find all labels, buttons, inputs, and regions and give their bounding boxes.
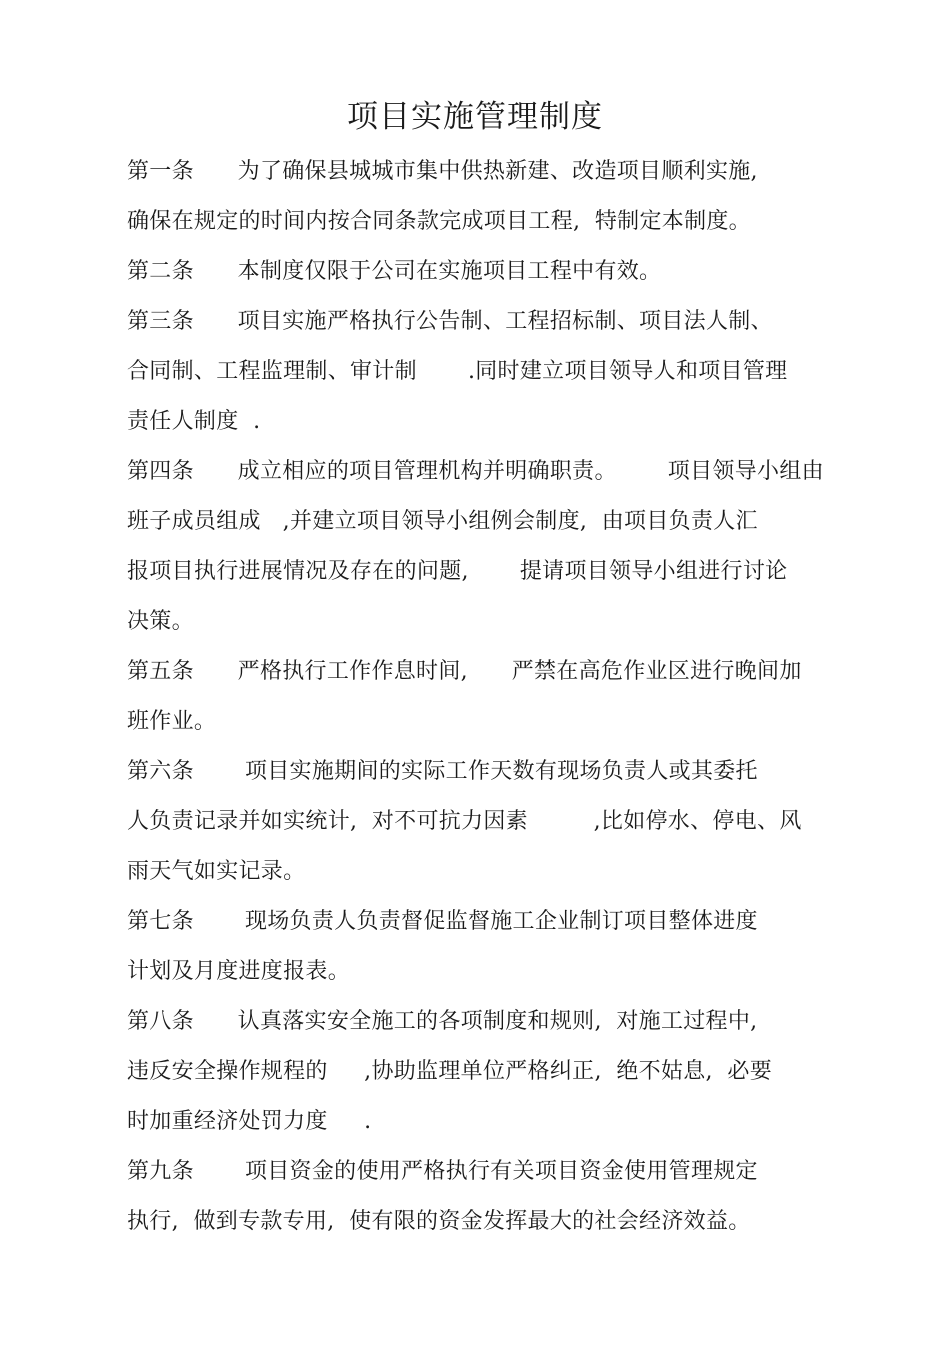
body-line-22: 执行, 做到专款专用, 使有限的资金发挥最大的社会经济效益。 xyxy=(127,1209,751,1234)
body-line-5: 合同制、工程监理制、审计制 .同时建立项目领导人和项目管理 xyxy=(127,359,788,384)
body-line-17: 计划及月度进度报表。 xyxy=(127,959,351,984)
body-line-18: 第八条 认真落实安全施工的各项制度和规则, 对施工过程中, xyxy=(127,1009,758,1034)
document-title: 项目实施管理制度 xyxy=(347,99,603,135)
body-line-1: 第一条 为了确保县城城市集中供热新建、改造项目顺利实施, xyxy=(127,159,758,184)
body-line-15: 雨天气如实记录。 xyxy=(127,859,306,884)
body-line-13: 第六条 项目实施期间的实际工作天数有现场负责人或其委托 xyxy=(127,759,758,784)
body-line-6: 责任人制度 . xyxy=(127,409,261,434)
body-line-2: 确保在规定的时间内按合同条款完成项目工程, 特制定本制度。 xyxy=(127,209,751,234)
body-line-11: 第五条 严格执行工作作息时间, 严禁在高危作业区进行晚间加 xyxy=(127,659,802,684)
body-line-7: 第四条 成立相应的项目管理机构并明确职责。 项目领导小组由 xyxy=(127,459,824,484)
body-line-16: 第七条 现场负责人负责督促监督施工企业制订项目整体进度 xyxy=(127,909,758,934)
document-body xyxy=(127,147,827,1247)
body-line-9: 报项目执行进展情况及存在的问题, 提请项目领导小组进行讨论 xyxy=(127,559,788,584)
body-line-10: 决策。 xyxy=(127,609,194,634)
body-line-8: 班子成员组成 ,并建立项目领导小组例会制度, 由项目负责人汇 xyxy=(127,509,758,534)
body-line-20: 时加重经济处罚力度 . xyxy=(127,1109,372,1134)
body-line-3: 第二条 本制度仅限于公司在实施项目工程中有效。 xyxy=(127,259,662,284)
body-line-21: 第九条 项目资金的使用严格执行有关项目资金使用管理规定 xyxy=(127,1159,758,1184)
body-line-4: 第三条 项目实施严格执行公告制、工程招标制、项目法人制、 xyxy=(127,309,773,334)
body-line-12: 班作业。 xyxy=(127,709,217,734)
body-line-19: 违反安全操作规程的 ,协助监理单位严格纠正, 绝不姑息, 必要 xyxy=(127,1059,773,1084)
body-line-14: 人负责记录并如实统计, 对不可抗力因素 ,比如停水、停电、风 xyxy=(127,809,802,834)
